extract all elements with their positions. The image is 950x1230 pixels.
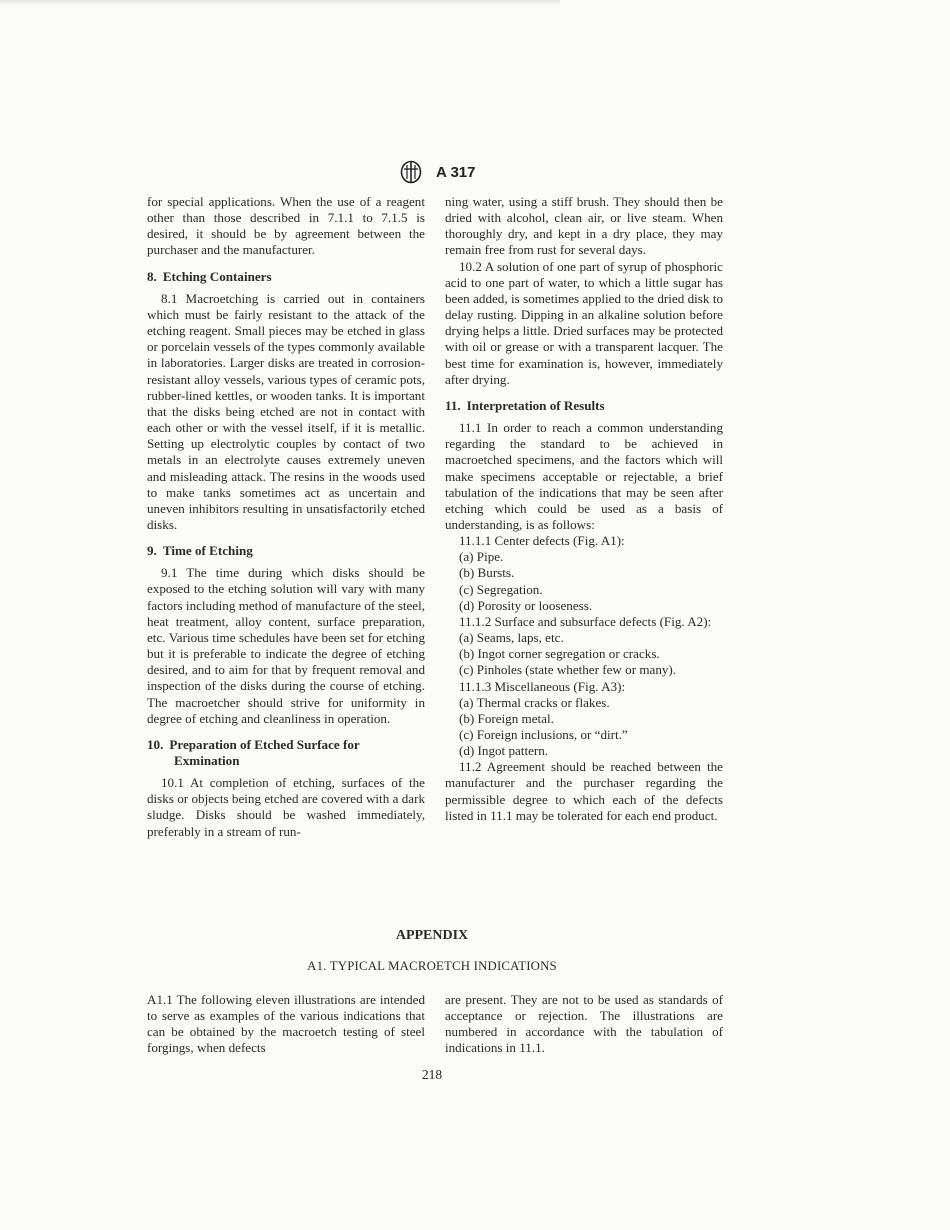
left-column bbox=[147, 194, 425, 840]
appendix-left-column bbox=[147, 992, 425, 1057]
section-number: 8. bbox=[147, 268, 157, 284]
paragraph-10-1: 10.1 At completion of etching, surfaces of the disks or objects being etched are covered with a dark sludge. Disks should be washed immediately, preferably in a stream of run- bbox=[147, 775, 425, 839]
standard-designation: A 317 bbox=[436, 163, 476, 181]
appendix-subtitle: A1. TYPICAL MACROETCH INDICATIONS bbox=[307, 959, 557, 973]
list-item: (d) Porosity or looseness. bbox=[459, 597, 593, 613]
list-item: (b) Foreign metal. bbox=[459, 710, 554, 726]
paragraph-a1-1: A1.1 The following eleven illustrations are intended to serve as examples of the various indications that can be obtained by the macroetch testing of steel forgings, when defects bbox=[147, 992, 425, 1056]
paragraph-8-1: 8.1 Macroetching is carried out in containers which must be fairly resistant to the attack of the etching reagent. Small pieces may be etched in glass or porcelain vessels of the types commonly available in laboratories. Larger disks are treated in corrosion-resistant alloy vessels, various types of ceramic pots, rubber-lined kettles, or wooden tanks. It is important that the disks being etched are not in contact with each other or with the vessel itself, if it is metallic. Setting up electrolytic couples by contact of two metals in an electrolyte causes extremely uneven and misleading attack. The resins in the woods used to make tanks sometimes act as uncertain and uneven inhibitors resulting in unsatisfactorily etched disks. bbox=[147, 290, 425, 532]
section-10-heading bbox=[147, 737, 425, 769]
section-title: Interpretation of Results bbox=[466, 397, 605, 413]
paragraph-9-1: 9.1 The time during which disks should be exposed to the etching solution will vary with many factors including method of manufacture of the steel, heat treatment, alloy content, surface preparation, etc. Various time schedules have been set for etching but it is preferable to indicate the degree of etching desired, and to aim for that by frequent removal and inspection of the disks during the course of etching. The macroetcher should strive for uniformity in degree of etching and cleanliness in operation. bbox=[147, 565, 425, 726]
paragraph-11-1-3: 11.1.3 Miscellaneous (Fig. A3): bbox=[459, 678, 626, 694]
section-number: 10. bbox=[147, 736, 164, 752]
paragraph-10-2: 10.2 A solution of one part of syrup of phosphoric acid to one part of water, to which a little sugar has been added, is sometimes applied to the dried disk to delay rusting. Dipping in an alkaline solution before drying helps a little. Dried surfaces may be protected with oil or grease or with a transparent lacquer. The best time for examination is, however, immediately after drying. bbox=[445, 258, 723, 387]
right-column bbox=[445, 194, 723, 824]
list-item: (c) Segregation. bbox=[459, 581, 543, 597]
appendix-right-column bbox=[445, 992, 723, 1057]
section-title: Etching Containers bbox=[162, 268, 272, 284]
list-item: (a) Thermal cracks or flakes. bbox=[459, 694, 610, 710]
paragraph-11-2: 11.2 Agreement should be reached between the manufacturer and the purchaser regarding the permissible degree to which each of the defects listed in 11.1 may be tolerated for each end product. bbox=[445, 759, 723, 823]
section-title: Time of Etching bbox=[162, 543, 253, 559]
paragraph-11-1: 11.1 In order to reach a common understanding regarding the standard to be achieved in macroetched specimens, and the factors which will make specimens acceptable or rejectable, a brief tabulation of the indications that may be seen after etching which could be used as a basis of understanding, is as follows: bbox=[445, 420, 723, 532]
page-header bbox=[400, 160, 475, 184]
appendix-title: APPENDIX bbox=[395, 928, 469, 943]
paragraph-continued: ning water, using a stiff brush. They should then be dried with alcohol, clean air, or live steam. When thoroughly dry, and kept in a dry place, they may remain free from rust for several days. bbox=[445, 194, 723, 258]
page-number: 218 bbox=[421, 1067, 443, 1082]
list-item: (c) Pinholes (state whether few or many). bbox=[459, 662, 677, 678]
section-title: Preparation of Etched Surface for Exmination bbox=[169, 736, 360, 768]
list-item: (a) Pipe. bbox=[459, 549, 504, 565]
list-item: (d) Ingot pattern. bbox=[459, 743, 549, 759]
section-number: 11. bbox=[445, 397, 461, 413]
list-item: (a) Seams, laps, etc. bbox=[459, 630, 564, 646]
list-item: (b) Bursts. bbox=[459, 565, 515, 581]
paragraph-11-1-1: 11.1.1 Center defects (Fig. A1): bbox=[459, 533, 625, 549]
section-8-heading bbox=[147, 269, 425, 285]
section-9-heading bbox=[147, 543, 425, 559]
paragraph-11-1-2: 11.1.2 Surface and subsurface defects (Fig. A2): bbox=[459, 613, 712, 629]
paragraph-intro: for special applications. When the use of a reagent other than those described in 7.1.1 to 7.1.5 is desired, it should be by agreement between the purchaser and the manufacturer. bbox=[147, 194, 425, 258]
section-11-heading bbox=[445, 398, 723, 414]
astm-logo-icon bbox=[400, 160, 422, 184]
list-item: (c) Foreign inclusions, or “dirt.” bbox=[459, 727, 628, 742]
section-number: 9. bbox=[147, 543, 157, 559]
scan-edge bbox=[0, 0, 560, 6]
list-item: (b) Ingot corner segregation or cracks. bbox=[459, 646, 660, 662]
paragraph-a1-1-continued: are present. They are not to be used as standards of acceptance or rejection. The illustrations are numbered in accordance with the tabulation of indications in 11.1. bbox=[445, 992, 723, 1056]
